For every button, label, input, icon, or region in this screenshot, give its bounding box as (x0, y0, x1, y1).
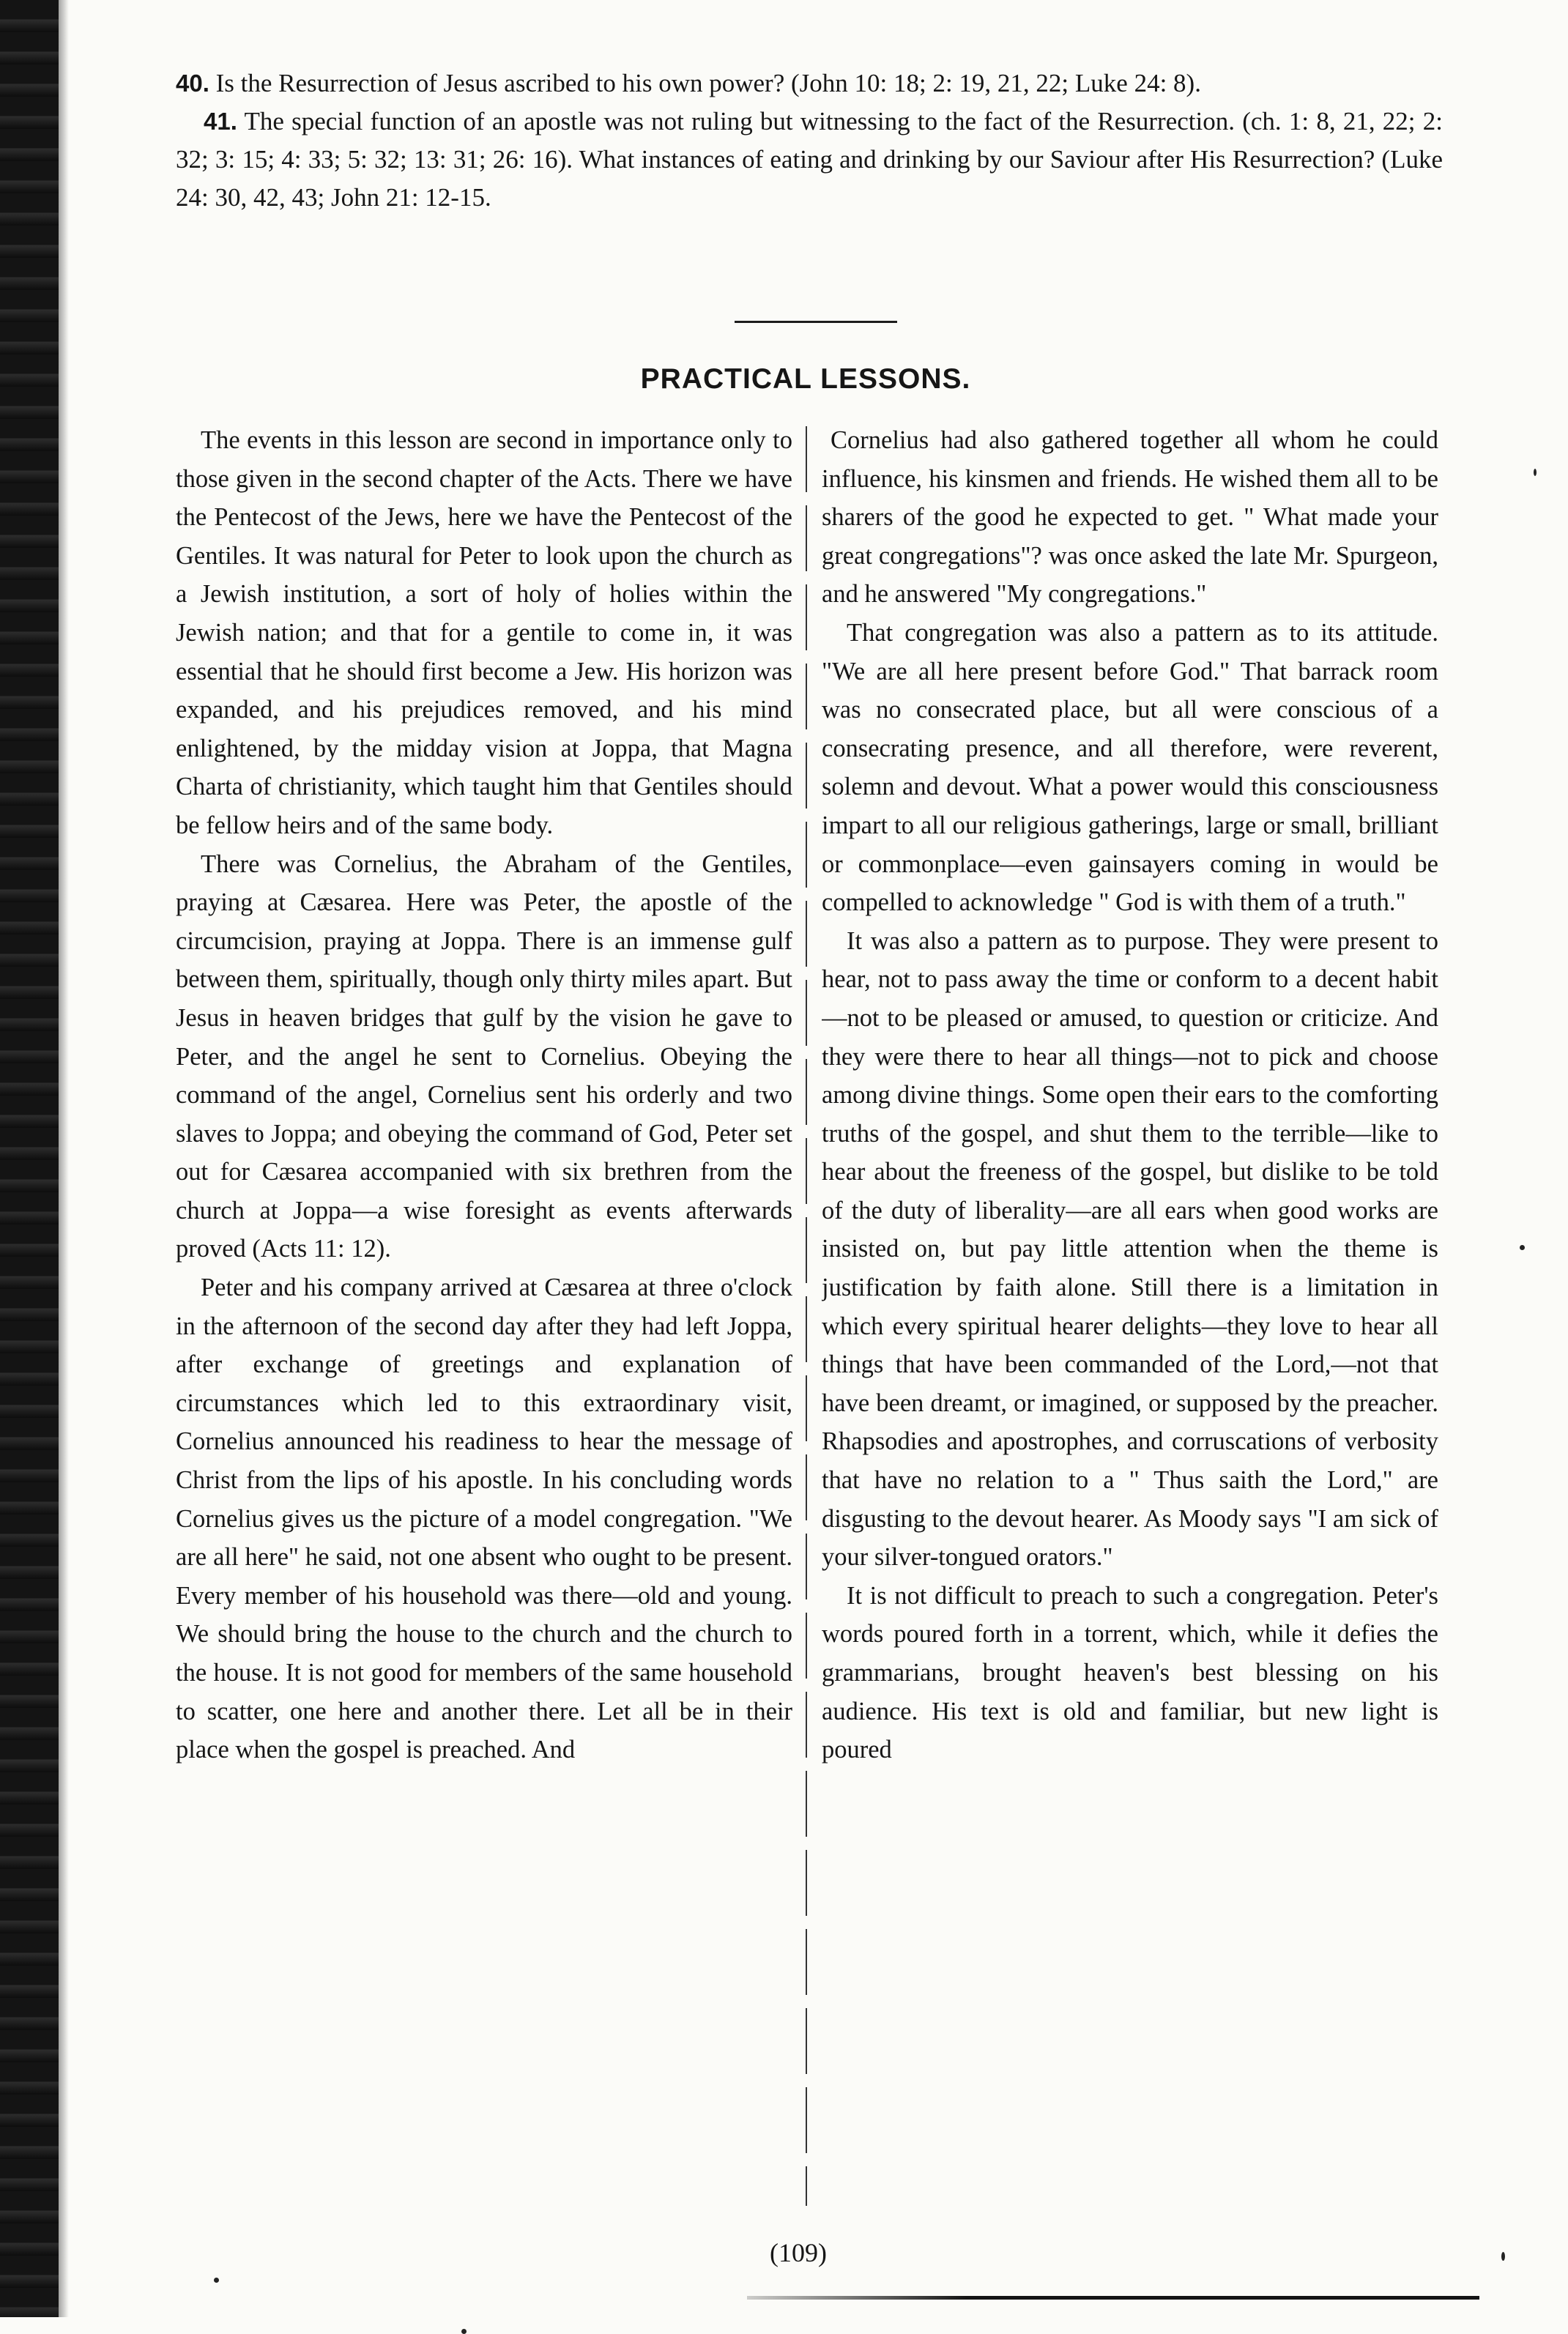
question-text: The special function of an apostle was not ruling but witnessing to the fact of the Resurrection. (ch. 1: 8, 21, 22; 2: 32; 3: 15; 4: 33; 5: 32; 13: 31; 26: 16). What instances of eating and drinking by our Saviour after His Resurrection? (Luke 24: 30, 42, 43; John 21: 12-15. (176, 107, 1443, 212)
page-number: (109) (770, 2238, 827, 2267)
ink-speck (1501, 2252, 1505, 2261)
paragraph: It is not difficult to preach to such a congregation. Peter's words poured forth in a torrent, which, while it defies the grammarians, brought heaven's best blessing on his audience. His text is old and familiar, but new light is poured (822, 1581, 1438, 1764)
question-40 (176, 64, 1443, 103)
paragraph: The events in this lesson are second in importance only to those given in the second chapter of the Acts. There we have the Pentecost of the Jews, here we have the Pentecost of the Gentiles. It was natural for Peter to look upon the church as a Jewish institution, a sort of holy of holies within the Jewish nation; and that for a gentile to come in, it was essential that he should first become a Jew. His horizon was expanded, and his prejudices removed, and his mind enlightened, by the midday vision at Joppa, that Magna Charta of christianity, which taught him that Gentiles should be fellow heirs and of the same body. (176, 426, 792, 839)
question-text: Is the Resurrection of Jesus ascribed to his own power? (John 10: 18; 2: 19, 21, 22; Luke 24: 8). (215, 69, 1201, 97)
question-41 (176, 103, 1443, 217)
ink-speck (1520, 1245, 1525, 1250)
right-column (822, 421, 1438, 2223)
paragraph: There was Cornelius, the Abraham of the Gentiles, praying at Cæsarea. Here was Peter, the apostle of the circumcision, praying at Joppa. There is an immense gulf between them, spiritually, though only thirty miles apart. But Jesus in heaven bridges that gulf by the vision he gave to Peter, and the angel he sent to Cornelius. Obeying the command of the angel, Cornelius sent his orderly and two slaves to Joppa; and obeying the command of God, Peter set out for Cæsarea accompanied with six brethren from the church at Joppa—a wise foresight as events afterwards proved (Acts 11: 12). (176, 850, 792, 1263)
paragraph: It was also a pattern as to purpose. They were present to hear, not to pass away the time or conform to a decent habit—not to be pleased or amused, to question or criticize. And they were there to hear all things—not to pick and choose among divine things. Some open their ears to the comforting truths of the gospel, and shut them to the terrible—like to hear about the freeness of the gospel, but dislike to be told of the duty of liberality—are all ears when good works are insisted on, but pay little attention when the theme is justification by faith alone. Still there is a limitation in which every spiritual hearer delights—they love to hear all things that have been commanded of the Lord,—not that have been dreamt, or imagined, or supposed by the preacher. Rhapsodies and apostrophes, and corruscations of verbosity that have no relation to a " Thus saith the Lord," are disgusting to the devout hearer. As Moody says "I am sick of your silver-tongued orators." (822, 926, 1438, 1572)
footer-rule (747, 2296, 1479, 2300)
section-heading: PRACTICAL LESSONS. (640, 363, 971, 395)
question-number: 40. (176, 70, 209, 97)
ink-speck (461, 2329, 467, 2334)
ink-speck (1534, 469, 1537, 476)
section-rule (735, 321, 897, 323)
paragraph: Peter and his company arrived at Cæsarea at three o'clock in the afternoon of the second day after they had left Joppa, after exchange of greetings and explanation of circumstances which led to this extraordinary visit, Cornelius announced his readiness to hear the message of Christ from the lips of his apostle. In his concluding words Cornelius gives us the picture of a model congregation. "We are all here" he said, not one absent who ought to be present. Every member of his household was there—old and young. We should bring the house to the church and the church to the house. It is not good for members of the same household to scatter, one here and another there. Let all be in their place when the gospel is preached. And (176, 1274, 792, 1764)
question-number: 41. (204, 108, 237, 135)
ink-speck (214, 2278, 219, 2283)
book-binding-edge (0, 0, 59, 2317)
left-column (176, 421, 792, 2223)
review-questions (176, 64, 1443, 217)
paragraph: Cornelius had also gathered together all whom he could influence, his kinsmen and friends. He wished them all to be sharers of the good he expected to get. " What made your great congregations"? was once asked the late Mr. Spurgeon, and he answered "My congregations." (822, 426, 1438, 609)
column-divider (806, 426, 807, 2206)
paragraph: That congregation was also a pattern as to its attitude. "We are all here present before God." That barrack room was no consecrated place, but all were conscious of a consecrating presence, and all therefore, were reverent, solemn and devout. What a power would this consciousness impart to all our religious gatherings, large or small, brilliant or commonplace—even gainsayers coming in would be compelled to acknowledge " God is with them of a truth." (822, 618, 1438, 917)
